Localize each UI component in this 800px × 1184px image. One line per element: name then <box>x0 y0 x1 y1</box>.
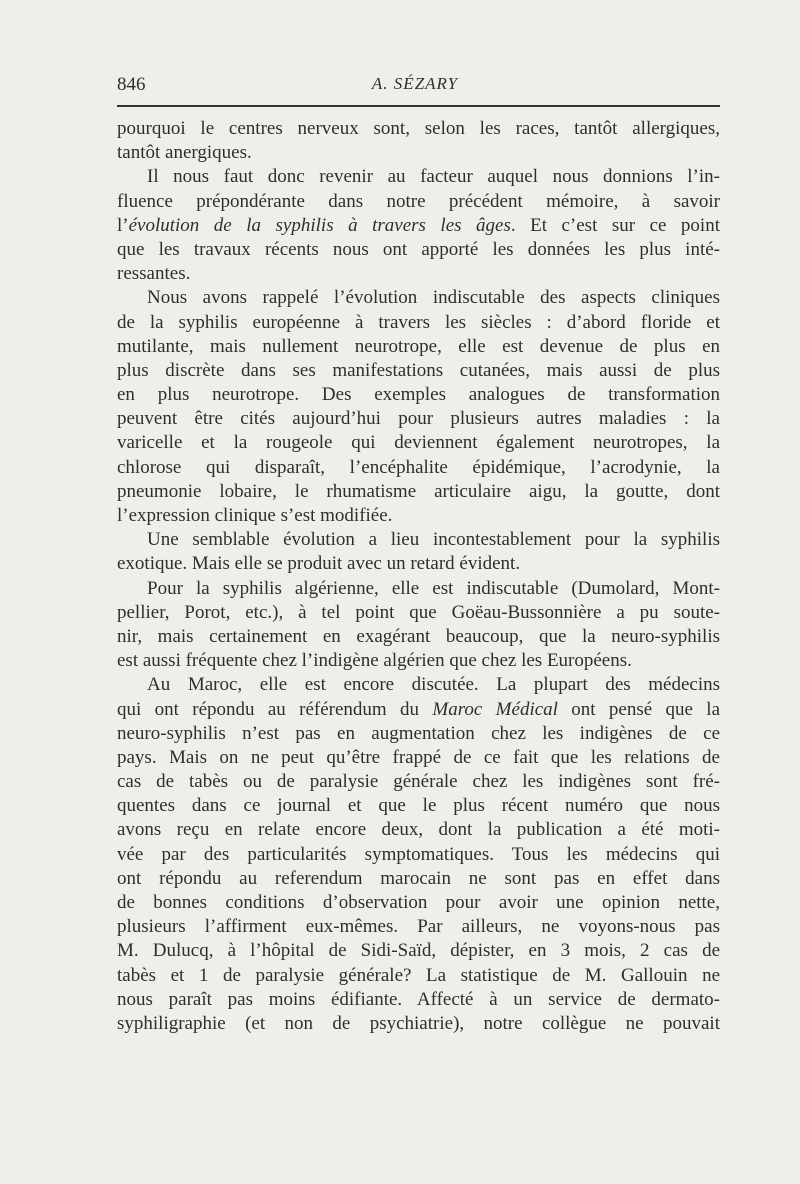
text-line <box>117 238 720 262</box>
text-line <box>117 794 720 818</box>
text-run: de la syphilis européenne à travers les siècles : d’abord floride et <box>117 311 720 333</box>
text-line <box>117 335 720 359</box>
text-line <box>117 214 720 238</box>
text-run: neuro-syphilis n’est pas en augmentation chez les indigènes de ce <box>117 722 720 744</box>
text-line <box>117 577 720 601</box>
text-run: M. Dulucq, à l’hôpital de Sidi-Saïd, dépister, en 3 mois, 2 cas de <box>117 940 720 962</box>
text-line <box>117 359 720 383</box>
text-line <box>117 311 720 335</box>
text-run: de bonnes conditions d’observation pour avoir une opinion nette, <box>117 892 720 913</box>
text-line <box>117 262 720 286</box>
page-number: 846 <box>117 74 146 95</box>
text-line <box>117 141 720 165</box>
text-run: chlorose qui disparaît, l’encéphalite épidémique, l’acrodynie, la <box>117 456 720 478</box>
text-line <box>117 625 720 649</box>
text-run: tantôt anergiques. <box>117 142 252 164</box>
text-line <box>117 456 720 480</box>
text-line <box>117 964 720 988</box>
text-run: pourquoi le centres nerveux sont, selon les races, tantôt allergiques, <box>117 118 720 139</box>
text-line <box>117 939 720 963</box>
running-title: A. SÉZARY <box>371 74 459 93</box>
text-line <box>117 480 720 504</box>
text-line <box>117 891 720 915</box>
text-line <box>117 818 720 842</box>
text-run: quentes dans ce journal et que le plus récent numéro que nous <box>117 795 720 817</box>
text-run: pneumonie lobaire, le rhumatisme articulaire aigu, la goutte, dont <box>117 480 720 502</box>
text-run: exotique. Mais elle se produit avec un retard évident. <box>117 553 521 575</box>
text-run: varicelle et la rougeole qui deviennent également neurotropes, la <box>117 432 720 454</box>
header-rule <box>117 105 720 107</box>
text-line <box>117 601 720 625</box>
text-line <box>117 1012 720 1036</box>
text-run: Au Maroc, elle est encore discutée. La plupart des médecins <box>147 674 720 696</box>
text-line <box>117 165 720 189</box>
text-run: pellier, Porot, etc.), à tel point que Goëau-Bussonnière a pu soute- <box>117 601 720 623</box>
text-run: tabès et 1 de paralysie générale? La statistique de M. Gallouin ne <box>117 964 720 986</box>
text-run: que les travaux récents nous ont apporté les données les plus inté- <box>117 238 720 260</box>
text-run: pays. Mais on ne peut qu’être frappé de ce fait que les relations de <box>117 746 720 768</box>
text-run: ont répondu au referendum marocain ne sont pas en effet dans <box>117 867 720 889</box>
text-run: nous paraît pas moins édifiante. Affecté à un service de dermato- <box>117 988 720 1010</box>
text-line <box>117 722 720 746</box>
text-line <box>117 190 720 214</box>
text-line <box>117 117 720 141</box>
text-run: nir, mais certainement en exagérant beaucoup, que la neuro-syphilis <box>117 625 720 647</box>
text-run: fluence prépondérante dans notre précédent mémoire, à savoir <box>117 190 720 212</box>
body-text <box>117 117 720 1036</box>
text-run: vée par des particularités symptomatiques. Tous les médecins qui <box>117 843 720 865</box>
text-run: . Et c’est sur ce point <box>510 214 720 236</box>
text-line <box>117 867 720 891</box>
text-line <box>117 673 720 697</box>
text-line <box>117 843 720 867</box>
text-run: Nous avons rappelé l’évolution indiscutable des aspects cliniques <box>147 287 720 309</box>
italic-text-run: évolution de la syphilis à travers les âges <box>128 214 511 236</box>
text-line <box>117 649 720 673</box>
text-line <box>117 407 720 431</box>
text-line <box>117 698 720 722</box>
text-line <box>117 431 720 455</box>
text-run: avons reçu en relate encore deux, dont la publication a été moti- <box>117 819 720 841</box>
text-run: ressantes. <box>117 263 191 285</box>
text-line <box>117 988 720 1012</box>
text-line <box>117 528 720 552</box>
text-run: syphiligraphie (et non de psychiatrie), notre collègue ne pouvait <box>117 1012 720 1034</box>
italic-text-run: Maroc Médical <box>432 698 558 720</box>
text-run: l’expression clinique s’est modifiée. <box>117 505 393 526</box>
text-run: Une semblable évolution a lieu incontestablement pour la syphilis <box>147 529 720 551</box>
text-line <box>117 770 720 794</box>
text-run: peuvent être cités aujourd’hui pour plusieurs autres maladies : la <box>117 408 720 430</box>
text-run: l’ <box>117 214 129 236</box>
text-line <box>117 552 720 576</box>
text-line <box>117 504 720 528</box>
text-run: ont pensé que la <box>557 698 721 720</box>
text-run: plusieurs l’affirment eux-mêmes. Par ailleurs, ne voyons-nous pas <box>117 916 720 938</box>
text-line <box>117 746 720 770</box>
text-line <box>117 286 720 310</box>
text-run: Il nous faut donc revenir au facteur auquel nous donnions l’in- <box>147 166 720 188</box>
text-run: est aussi fréquente chez l’indigène algérien que chez les Européens. <box>117 650 632 672</box>
text-line <box>117 915 720 939</box>
text-run: en plus neurotrope. Des exemples analogues de transformation <box>117 384 720 406</box>
text-run: plus discrète dans ses manifestations cutanées, mais aussi de plus <box>117 359 720 381</box>
text-run: Pour la syphilis algérienne, elle est indiscutable (Dumolard, Mont- <box>147 577 720 599</box>
text-line <box>117 383 720 407</box>
text-run: qui ont répondu au référendum du <box>117 698 433 720</box>
text-run: mutilante, mais nullement neurotrope, elle est devenue de plus en <box>117 335 720 357</box>
text-run: cas de tabès ou de paralysie générale chez les indigènes sont fré- <box>117 771 720 793</box>
